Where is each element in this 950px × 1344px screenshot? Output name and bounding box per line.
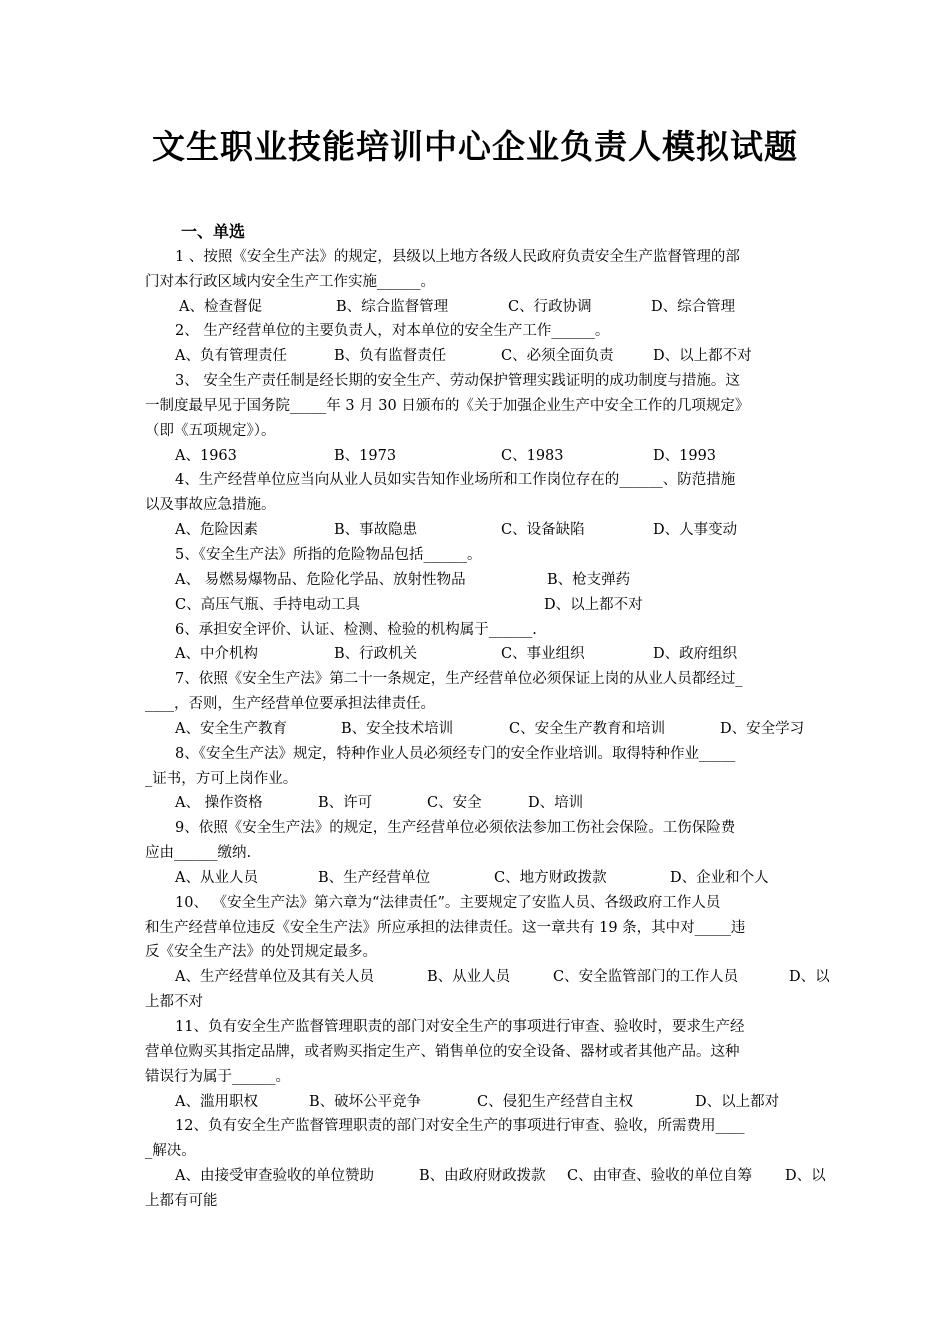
question-1-line-1: 1 、按照《安全生产法》的规定，县级以上地方各级人民政府负责安全生产监督管理的部 — [175, 248, 740, 265]
option-b: B、从业人员 — [427, 969, 511, 986]
option-b: B、许可 — [318, 795, 373, 812]
question-3-line-2: 一制度最早见于国务院_____年 3 月 30 日颁布的《关于加强企业生产中安全工作的几项规定》 — [145, 397, 750, 414]
option-d: D、以上都对 — [695, 1093, 780, 1110]
option-d: D、培训 — [528, 795, 584, 812]
question-6-options — [145, 642, 835, 667]
option-a: A、从业人员 — [175, 869, 258, 886]
question-10-options-continued: 上都不对 — [145, 994, 203, 1011]
question-5-options-row-1 — [145, 568, 835, 593]
question-1-line-2: 门对本行政区域内安全生产工作实施______。 — [145, 273, 435, 290]
option-d: D、以上都不对 — [653, 348, 752, 365]
option-d: D、以上都不对 — [544, 596, 643, 613]
option-b: B、由政府财政拨款 — [419, 1168, 546, 1185]
option-c: C、1983 — [501, 447, 564, 464]
option-c: C、安全监管部门的工作人员 — [553, 969, 739, 986]
question-10-line-3: 反《安全生产法》的处罚规定最多。 — [145, 944, 377, 961]
question-11-options — [145, 1090, 835, 1115]
document-body — [145, 220, 835, 1214]
question-12-line-2: _解决。 — [145, 1143, 196, 1160]
option-d: D、以 — [789, 969, 830, 986]
option-b: B、枪支弹药 — [547, 571, 631, 588]
question-11-line-3: 错误行为属于______。 — [145, 1068, 290, 1085]
question-7-line-2: ____，否则，生产经营单位要承担法律责任。 — [145, 696, 435, 713]
question-8-line-1: 8、《安全生产法》规定，特种作业人员必须经专门的安全作业培训。取得特种作业_____ — [175, 745, 736, 762]
option-a: A、检查督促 — [179, 298, 262, 315]
option-c: C、侵犯生产经营自主权 — [477, 1093, 634, 1110]
question-9-options — [145, 866, 835, 891]
option-c: C、地方财政拨款 — [494, 869, 607, 886]
option-d: D、以 — [785, 1168, 826, 1185]
question-1-options — [145, 295, 835, 320]
question-10-options — [145, 965, 835, 990]
option-a: A、 操作资格 — [175, 795, 263, 812]
option-a: A、负有管理责任 — [175, 348, 287, 365]
question-3-line-1: 3、 安全生产责任制是经长期的安全生产、劳动保护管理实践证明的成功制度与措施。这 — [175, 373, 740, 390]
option-b: B、安全技术培训 — [341, 720, 454, 737]
document-title: 文生职业技能培训中心企业负责人模拟试题 — [152, 127, 798, 166]
question-11-line-1: 11、负有安全生产监督管理职责的部门对安全生产的事项进行审查、验收时，要求生产经 — [175, 1019, 745, 1035]
question-9-line-1: 9、依照《安全生产法》的规定，生产经营单位必须依法参加工伤社会保险。工伤保险费 — [175, 820, 736, 837]
option-d: D、1993 — [653, 447, 717, 464]
question-2-options — [145, 344, 835, 369]
question-6-line-1: 6、承担安全评价、认证、检测、检验的机构属于______. — [175, 621, 537, 638]
question-2-line-1: 2、 生产经营单位的主要负责人，对本单位的安全生产工作______。 — [175, 323, 610, 340]
option-a: A、由接受审查验收的单位赞助 — [175, 1168, 374, 1185]
option-c: C、行政协调 — [508, 298, 592, 315]
option-a: A、1963 — [175, 447, 237, 464]
question-12-line-1: 12、负有安全生产监督管理职责的部门对安全生产的事项进行审查、验收，所需费用____ — [175, 1118, 745, 1135]
question-7-options — [145, 717, 835, 742]
option-a: A、滥用职权 — [175, 1093, 258, 1110]
option-c: C、由审查、验收的单位自筹 — [567, 1168, 753, 1185]
question-10-line-2: 和生产经营单位违反《安全生产法》所应承担的法律责任。这一章共有 19 条，其中对_____违 — [145, 919, 746, 936]
option-b: B、1973 — [334, 447, 397, 464]
question-12-options-continued: 上都有可能 — [145, 1192, 218, 1209]
option-a: A、生产经营单位及其有关人员 — [175, 969, 374, 986]
option-b: B、行政机关 — [334, 646, 418, 663]
option-c: C、安全 — [427, 795, 482, 812]
option-d: D、安全学习 — [720, 720, 805, 737]
option-c: C、设备缺陷 — [501, 522, 585, 539]
option-b: B、事故隐患 — [334, 522, 418, 539]
section-heading: 一、单选 — [181, 222, 246, 241]
option-a: A、中介机构 — [175, 646, 258, 663]
option-b: B、负有监督责任 — [334, 348, 447, 365]
option-d: D、企业和个人 — [670, 869, 769, 886]
question-4-line-2: 以及事故应急措施。 — [145, 497, 276, 514]
question-11-line-2: 营单位购买其指定品牌，或者购买指定生产、销售单位的安全设备、器材或者其他产品。这种 — [145, 1043, 740, 1060]
option-c: C、高压气瓶、手持电动工具 — [175, 596, 361, 613]
option-b: B、破坏公平竞争 — [309, 1093, 422, 1110]
option-d: D、综合管理 — [651, 298, 736, 315]
question-5-options-row-2 — [145, 593, 835, 618]
question-3-line-3: （即《五项规定》）。 — [145, 422, 276, 439]
question-9-line-2: 应由______缴纳. — [145, 845, 252, 862]
option-c: C、事业组织 — [501, 646, 585, 663]
option-b: B、生产经营单位 — [318, 869, 431, 886]
question-8-options — [145, 791, 835, 816]
question-7-line-1: 7、依照《安全生产法》第二十一条规定，生产经营单位必须保证上岗的从业人员都经过_ — [175, 671, 743, 688]
option-a: A、危险因素 — [175, 522, 258, 539]
question-8-line-2: _证书，方可上岗作业。 — [145, 770, 298, 787]
question-3-options — [145, 444, 835, 469]
question-5-line-1: 5、《安全生产法》所指的危险物品包括______。 — [175, 546, 482, 563]
option-c: C、必须全面负责 — [501, 348, 614, 365]
option-a: A、安全生产教育 — [175, 720, 287, 737]
option-b: B、综合监督管理 — [336, 298, 449, 315]
option-d: D、政府组织 — [653, 646, 738, 663]
question-4-line-1: 4、生产经营单位应当向从业人员如实告知作业场所和工作岗位存在的______、防范措施 — [175, 472, 736, 489]
option-c: C、安全生产教育和培训 — [509, 720, 666, 737]
option-a: A、 易燃易爆物品、危险化学品、放射性物品 — [175, 571, 466, 588]
question-12-options — [145, 1164, 835, 1189]
option-d: D、人事变动 — [653, 522, 738, 539]
question-10-line-1: 10、 《安全生产法》第六章为“法律责任”。主要规定了安监人员、各级政府工作人员 — [175, 894, 721, 911]
question-4-options — [145, 518, 835, 543]
